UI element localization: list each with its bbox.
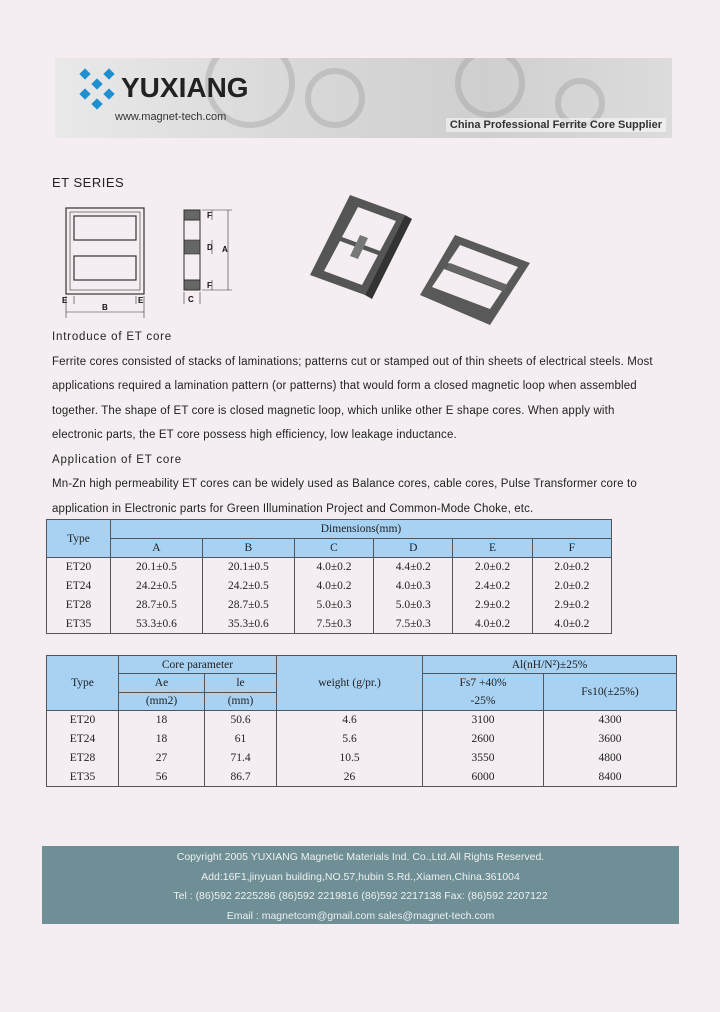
cell: ET28 bbox=[47, 596, 111, 615]
cell: 7.5±0.3 bbox=[374, 615, 453, 634]
label-E-left: E bbox=[62, 296, 68, 305]
cell: 24.2±0.5 bbox=[111, 577, 203, 596]
dim-col-E: E bbox=[453, 539, 532, 558]
param-type-header: Type bbox=[47, 656, 119, 711]
dim-group-header: Dimensions(mm) bbox=[111, 520, 612, 539]
label-D: D bbox=[207, 243, 213, 252]
cell: 4.6 bbox=[277, 711, 423, 730]
table-row bbox=[47, 596, 612, 615]
cell: 4.0±0.2 bbox=[532, 615, 611, 634]
label-E-right: E bbox=[138, 296, 144, 305]
cell: 4.0±0.2 bbox=[294, 577, 373, 596]
cell: ET35 bbox=[47, 615, 111, 634]
cell: 53.3±0.6 bbox=[111, 615, 203, 634]
weight-header: weight (g/pr.) bbox=[277, 656, 423, 711]
ae-header: Ae bbox=[119, 674, 205, 693]
dim-col-C: C bbox=[294, 539, 373, 558]
cell: 5.0±0.3 bbox=[294, 596, 373, 615]
dimensions-table bbox=[46, 519, 612, 634]
section-title: ET SERIES bbox=[52, 175, 125, 190]
intro-line-2: applications required a lamination pattern (or patterns) that would form a closed magnetic loop when assembled bbox=[52, 380, 637, 392]
cell: 20.1±0.5 bbox=[202, 558, 294, 577]
cell: 5.6 bbox=[277, 730, 423, 749]
dim-col-F: F bbox=[532, 539, 611, 558]
cell: 6000 bbox=[423, 768, 544, 787]
intro-heading: Introduce of ET core bbox=[52, 331, 172, 343]
cell: 86.7 bbox=[205, 768, 277, 787]
cell: 4.4±0.2 bbox=[374, 558, 453, 577]
cell: 8400 bbox=[544, 768, 677, 787]
cell: 28.7±0.5 bbox=[202, 596, 294, 615]
footer-copyright: Copyright 2005 YUXIANG Magnetic Materials Ind. Co.,Ltd.All Rights Reserved. bbox=[176, 851, 545, 863]
cell: 3550 bbox=[423, 749, 544, 768]
cell: 26 bbox=[277, 768, 423, 787]
dim-type-header: Type bbox=[47, 520, 111, 558]
core-parameter-header: Core parameter bbox=[119, 656, 277, 674]
cell: 4300 bbox=[544, 711, 677, 730]
label-C: C bbox=[188, 295, 194, 304]
cell: 18 bbox=[119, 730, 205, 749]
table-row bbox=[47, 749, 677, 768]
table-row bbox=[47, 768, 677, 787]
cell: ET20 bbox=[47, 711, 119, 730]
le-header: le bbox=[205, 674, 277, 693]
dim-col-D: D bbox=[374, 539, 453, 558]
label-F-bottom: F bbox=[207, 281, 212, 290]
cell: 2.9±0.2 bbox=[532, 596, 611, 615]
cell: 10.5 bbox=[277, 749, 423, 768]
al-header: Al(nH/N²)±25% bbox=[423, 656, 677, 674]
intro-line-1: Ferrite cores consisted of stacks of laminations; patterns cut or stamped out of thin sheets of electrical steels. Most bbox=[52, 355, 653, 368]
table-row bbox=[47, 711, 677, 730]
cell: 4.0±0.3 bbox=[374, 577, 453, 596]
cell: 2.0±0.2 bbox=[532, 558, 611, 577]
fs7-line-1: Fs7 +40% bbox=[459, 677, 507, 689]
cell: 24.2±0.5 bbox=[202, 577, 294, 596]
yuxiang-logo-icon bbox=[77, 68, 117, 112]
fs7-line-2: -25% bbox=[470, 695, 496, 707]
et-core-photo bbox=[300, 185, 530, 325]
cell: 61 bbox=[205, 730, 277, 749]
cell: 5.0±0.3 bbox=[374, 596, 453, 615]
cell: 35.3±0.6 bbox=[202, 615, 294, 634]
cell: 20.1±0.5 bbox=[111, 558, 203, 577]
footer-tel: Tel : (86)592 2225286 (86)592 2219816 (86)592 2217138 Fax: (86)592 2207122 bbox=[173, 890, 548, 902]
cell: 4800 bbox=[544, 749, 677, 768]
cell: 4.0±0.2 bbox=[453, 615, 532, 634]
cell: 71.4 bbox=[205, 749, 277, 768]
cell: 3600 bbox=[544, 730, 677, 749]
cell: ET20 bbox=[47, 558, 111, 577]
le-unit: (mm) bbox=[205, 692, 277, 711]
core-parameter-table bbox=[46, 655, 677, 787]
table-row bbox=[47, 730, 677, 749]
tagline: China Professional Ferrite Core Supplier bbox=[446, 118, 666, 132]
footer-email[interactable]: Email : magnetcom@gmail.com sales@magnet-tech.com bbox=[226, 909, 495, 922]
cell: ET24 bbox=[47, 730, 119, 749]
cell: ET28 bbox=[47, 749, 119, 768]
brand-name: YUXIANG bbox=[121, 72, 249, 103]
website-link[interactable]: www.magnet-tech.com bbox=[115, 111, 227, 123]
label-B: B bbox=[102, 303, 108, 312]
fs7-header bbox=[423, 674, 544, 711]
header-banner bbox=[55, 58, 672, 138]
cell: 18 bbox=[119, 711, 205, 730]
cell: 4.0±0.2 bbox=[294, 558, 373, 577]
cell: 2.0±0.2 bbox=[453, 558, 532, 577]
cell: 7.5±0.3 bbox=[294, 615, 373, 634]
label-A: A bbox=[222, 245, 228, 254]
cell: 2600 bbox=[423, 730, 544, 749]
table-row bbox=[47, 577, 612, 596]
cell: ET24 bbox=[47, 577, 111, 596]
cell: ET35 bbox=[47, 768, 119, 787]
label-F-top: F bbox=[207, 211, 212, 220]
intro-line-3: together. The shape of ET core is closed magnetic loop, which unlike other E shape cores. When apply with bbox=[52, 404, 615, 417]
application-line-1: Mn-Zn high permeability ET cores can be widely used as Balance cores, cable cores, Pulse Transformer core to bbox=[52, 478, 637, 490]
cell: 2.0±0.2 bbox=[532, 577, 611, 596]
intro-line-4: electronic parts, the ET core possess high efficiency, low leakage inductance. bbox=[52, 429, 457, 441]
cell: 28.7±0.5 bbox=[111, 596, 203, 615]
ae-unit: (mm2) bbox=[119, 692, 205, 711]
dim-col-A: A bbox=[111, 539, 203, 558]
application-line-2: application in Electronic parts for Green Illumination Project and Common-Mode Choke, etc. bbox=[52, 502, 534, 515]
cell: 2.4±0.2 bbox=[453, 577, 532, 596]
cell: 56 bbox=[119, 768, 205, 787]
intro-section bbox=[52, 325, 672, 521]
fs10-header: Fs10(±25%) bbox=[544, 674, 677, 711]
cell: 27 bbox=[119, 749, 205, 768]
application-heading: Application of ET core bbox=[52, 453, 182, 466]
table-row bbox=[47, 558, 612, 577]
cell: 50.6 bbox=[205, 711, 277, 730]
footer-address: Add:16F1,jinyuan building,NO.57,hubin S.Rd.,Xiamen,China.361004 bbox=[201, 870, 520, 883]
dim-col-B: B bbox=[202, 539, 294, 558]
cell: 2.9±0.2 bbox=[453, 596, 532, 615]
footer bbox=[42, 846, 679, 924]
et-core-drawing bbox=[60, 200, 245, 320]
table-row bbox=[47, 615, 612, 634]
cell: 3100 bbox=[423, 711, 544, 730]
